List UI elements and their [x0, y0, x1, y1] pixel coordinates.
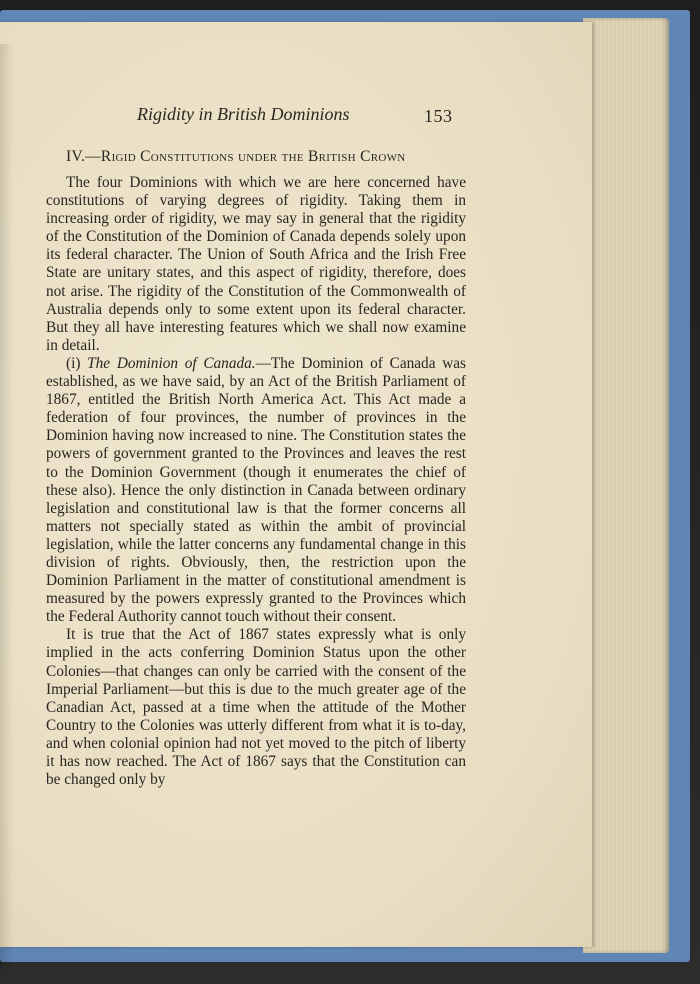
running-head-title: Rigidity in British Dominions — [137, 104, 350, 124]
book-page — [0, 22, 592, 947]
paragraph-2: (i) The Dominion of Canada.—The Dominion of Canada was established, as we have said, by an Act of the British Parliament of 1867, entitled the British North America Act. This Act made a federation of four provinces, the number of provinces in the Dominion having now increased to nine. The Constitution states the powers of government granted to the Provinces and leaves the rest to the Dominion Government (though it enumerates the chief of these also). Hence the only distinction in Canada between ordinary legislation and constitutional law is that the former concerns all matters not specially stated as within the ambit of provincial legislation, while the latter concerns any fundamental change in this division of rights. Obviously, then, the restriction upon the Dominion Parliament in the matter of constitutional amendment is measured by the powers expressly granted to the Provinces which the Federal Authority cannot touch without their consent. — [46, 354, 466, 626]
running-head — [0, 104, 470, 128]
page-edges — [583, 18, 669, 953]
section-heading: IV.—Rigid Constitutions under the British Crown — [66, 148, 406, 165]
paragraph-3: It is true that the Act of 1867 states expressly what is only implied in the acts conferring Dominion Status upon the other Colonies—that changes can only be carried with the consent of the Imperial Parliament—but this is due to the much greater age of the Canadian Act, passed at a time when the attitude of the Mother Country to the Colonies was utterly different from what it is to-day, and when colonial opinion had not yet moved to the pitch of liberty it has now reached. The Act of 1867 says that the Constitution can be changed only by — [46, 626, 466, 789]
body-text — [46, 174, 466, 789]
spine-shadow — [0, 44, 14, 969]
paragraph-1: The four Dominions with which we are here concerned have constitutions of varying degrees of rigidity. Taking them in increasing order of rigidity, we may say in general that the rigidity of the Constitution of the Dominion of Canada depends solely upon its federal character. The Union of South Africa and the Irish Free State are unitary states, and this aspect of rigidity, therefore, does not arise. The rigidity of the Constitution of the Commonwealth of Australia depends only to some extent upon its federal character. But they all have interesting features which we shall now examine in detail. — [46, 174, 466, 354]
page-number: 153 — [424, 106, 453, 126]
paragraph-2-italic-lead: The Dominion of Canada. — [87, 354, 256, 372]
